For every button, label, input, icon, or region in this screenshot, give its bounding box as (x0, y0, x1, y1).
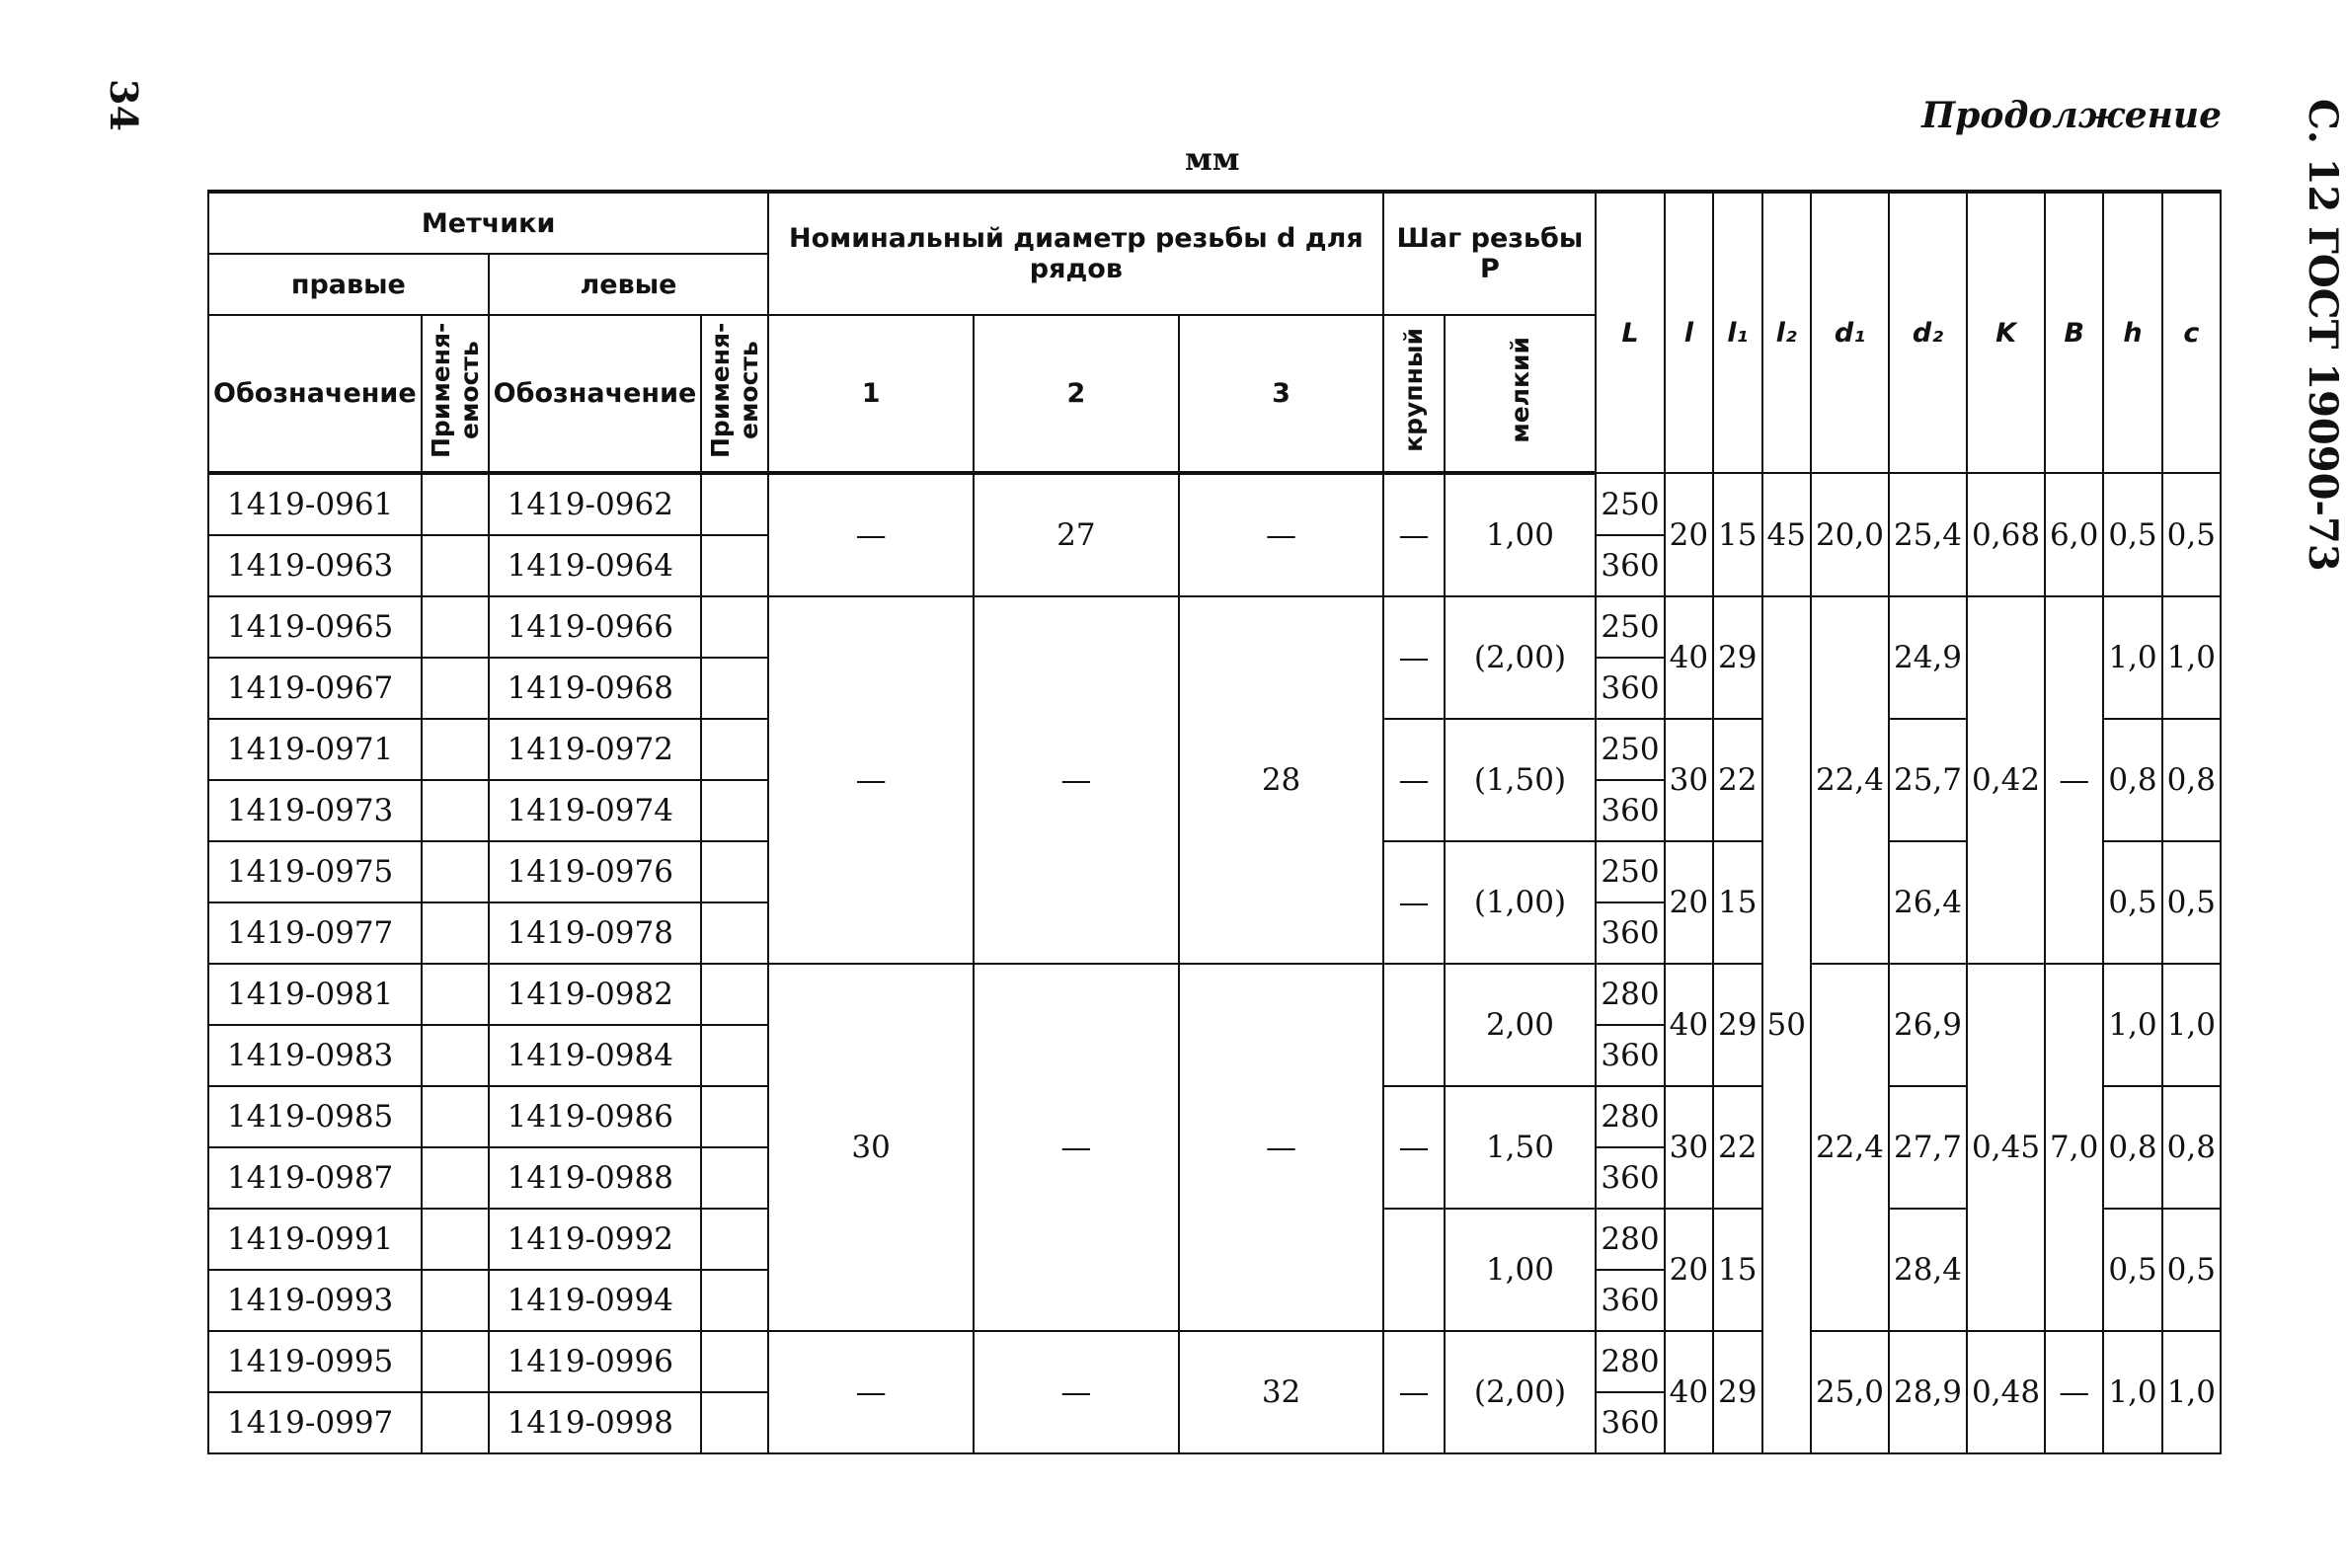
designation-left: 1419-0984 (489, 1025, 702, 1086)
header-L: L (1596, 192, 1664, 473)
designation-left: 1419-0972 (489, 719, 702, 780)
applicability-left (701, 658, 768, 719)
diameter-row2: — (974, 964, 1179, 1331)
designation-right: 1419-0985 (208, 1086, 422, 1147)
table-row (208, 473, 2221, 535)
diameter-row1: — (768, 596, 974, 964)
header-c: c (2162, 192, 2221, 473)
applicability-right (422, 780, 489, 841)
d1-value: 22,4 (1811, 596, 1889, 964)
length-l1: 15 (1713, 1209, 1761, 1331)
pitch-fine: (2,00) (1445, 596, 1597, 719)
d2-value: 26,4 (1889, 841, 1967, 964)
designation-left: 1419-0996 (489, 1331, 702, 1392)
h-value: 0,5 (2103, 473, 2161, 596)
c-value: 0,8 (2162, 719, 2221, 841)
applicability-left (701, 473, 768, 535)
diameter-row2: — (974, 596, 1179, 964)
diameter-row3: 32 (1179, 1331, 1384, 1453)
length-l: 20 (1665, 841, 1713, 964)
header-row-3: 3 (1179, 315, 1384, 473)
length-L: 280 (1596, 1331, 1664, 1392)
table-row (208, 964, 2221, 1025)
d1-value: 22,4 (1811, 964, 1889, 1331)
length-l2: 50 (1762, 596, 1811, 1453)
designation-right: 1419-0987 (208, 1147, 422, 1209)
length-l2: 45 (1762, 473, 1811, 596)
header-h: h (2103, 192, 2161, 473)
d2-value: 25,7 (1889, 719, 1967, 841)
pitch-coarse: — (1383, 841, 1444, 964)
applicability-left (701, 1270, 768, 1331)
length-L: 280 (1596, 1209, 1664, 1270)
designation-right: 1419-0995 (208, 1331, 422, 1392)
applicability-left (701, 535, 768, 596)
designation-left: 1419-0992 (489, 1209, 702, 1270)
length-L: 250 (1596, 596, 1664, 658)
length-l1: 22 (1713, 719, 1761, 841)
applicability-right (422, 964, 489, 1025)
header-coarse: крупный (1383, 315, 1444, 473)
d2-value: 28,9 (1889, 1331, 1967, 1453)
pitch-fine: 1,00 (1445, 1209, 1597, 1331)
designation-left: 1419-0968 (489, 658, 702, 719)
designation-right: 1419-0991 (208, 1209, 422, 1270)
header-applicability-left: Применя-емость (701, 315, 768, 473)
header-applicability-right: Применя-емость (422, 315, 489, 473)
applicability-right (422, 1209, 489, 1270)
page-number: 34 (102, 79, 146, 131)
length-L: 360 (1596, 658, 1664, 719)
pitch-coarse: — (1383, 1086, 1444, 1209)
pitch-fine: (1,50) (1445, 719, 1597, 841)
length-l: 40 (1665, 964, 1713, 1086)
applicability-right (422, 1147, 489, 1209)
length-l1: 29 (1713, 1331, 1761, 1453)
pitch-fine: 2,00 (1445, 964, 1597, 1086)
designation-left: 1419-0998 (489, 1392, 702, 1453)
header-thread-pitch: Шаг резьбы P (1383, 192, 1596, 315)
header-designation-right: Обозначение (208, 315, 422, 473)
header-row-2: 2 (974, 315, 1179, 473)
applicability-right (422, 1270, 489, 1331)
applicability-right (422, 902, 489, 964)
pitch-fine: (1,00) (1445, 841, 1597, 964)
applicability-right (422, 841, 489, 902)
designation-left: 1419-0986 (489, 1086, 702, 1147)
applicability-right (422, 1025, 489, 1086)
h-value: 0,5 (2103, 1209, 2161, 1331)
length-L: 280 (1596, 1086, 1664, 1147)
designation-right: 1419-0971 (208, 719, 422, 780)
applicability-right (422, 658, 489, 719)
applicability-right (422, 719, 489, 780)
designation-left: 1419-0966 (489, 596, 702, 658)
applicability-left (701, 1086, 768, 1147)
header-taps: Метчики (208, 192, 768, 254)
d2-value: 26,9 (1889, 964, 1967, 1086)
length-l: 20 (1665, 1209, 1713, 1331)
designation-right: 1419-0973 (208, 780, 422, 841)
designation-right: 1419-0963 (208, 535, 422, 596)
length-l: 20 (1665, 473, 1713, 596)
length-L: 280 (1596, 964, 1664, 1025)
diameter-row2: — (974, 1331, 1179, 1453)
d1-value: 25,0 (1811, 1331, 1889, 1453)
pitch-coarse (1383, 964, 1444, 1086)
h-value: 0,5 (2103, 841, 2161, 964)
pitch-coarse: — (1383, 1331, 1444, 1453)
header-left: левые (489, 254, 769, 315)
applicability-left (701, 1331, 768, 1392)
d2-value: 27,7 (1889, 1086, 1967, 1209)
applicability-right (422, 596, 489, 658)
length-l1: 29 (1713, 964, 1761, 1086)
length-l: 40 (1665, 596, 1713, 719)
designation-left: 1419-0994 (489, 1270, 702, 1331)
b-value: 7,0 (2045, 964, 2103, 1331)
designation-right: 1419-0993 (208, 1270, 422, 1331)
header-d1: d₁ (1811, 192, 1889, 473)
header-l2: l₂ (1762, 192, 1811, 473)
pitch-coarse: — (1383, 719, 1444, 841)
length-L: 360 (1596, 1392, 1664, 1453)
pitch-fine: (2,00) (1445, 1331, 1597, 1453)
header-fine: мелкий (1445, 315, 1597, 473)
designation-left: 1419-0976 (489, 841, 702, 902)
diameter-row1: — (768, 473, 974, 596)
length-l1: 15 (1713, 473, 1761, 596)
c-value: 1,0 (2162, 596, 2221, 719)
length-l: 30 (1665, 1086, 1713, 1209)
d2-value: 25,4 (1889, 473, 1967, 596)
applicability-left (701, 1209, 768, 1270)
c-value: 0,5 (2162, 473, 2221, 596)
designation-right: 1419-0983 (208, 1025, 422, 1086)
h-value: 1,0 (2103, 1331, 2161, 1453)
designation-left: 1419-0962 (489, 473, 702, 535)
designation-right: 1419-0977 (208, 902, 422, 964)
designation-right: 1419-0975 (208, 841, 422, 902)
header-right: правые (208, 254, 489, 315)
h-value: 1,0 (2103, 964, 2161, 1086)
c-value: 1,0 (2162, 1331, 2221, 1453)
applicability-left (701, 841, 768, 902)
length-l1: 15 (1713, 841, 1761, 964)
h-value: 0,8 (2103, 719, 2161, 841)
length-l1: 22 (1713, 1086, 1761, 1209)
table-row (208, 1331, 2221, 1392)
diameter-row3: 28 (1179, 596, 1384, 964)
applicability-right (422, 535, 489, 596)
b-value: — (2045, 596, 2103, 964)
designation-left: 1419-0982 (489, 964, 702, 1025)
header-l1: l₁ (1713, 192, 1761, 473)
pitch-fine: 1,50 (1445, 1086, 1597, 1209)
header-d2: d₂ (1889, 192, 1967, 473)
continuation-label: Продолжение (1921, 95, 2222, 136)
length-l: 40 (1665, 1331, 1713, 1453)
length-L: 360 (1596, 1270, 1664, 1331)
k-value: 0,68 (1967, 473, 2045, 596)
length-L: 360 (1596, 535, 1664, 596)
length-l1: 29 (1713, 596, 1761, 719)
diameter-row1: — (768, 1331, 974, 1453)
taps-table (207, 190, 2222, 1454)
table-row (208, 596, 2221, 658)
header-row-1: 1 (768, 315, 974, 473)
length-l: 30 (1665, 719, 1713, 841)
d2-value: 24,9 (1889, 596, 1967, 719)
d1-value: 20,0 (1811, 473, 1889, 596)
applicability-left (701, 719, 768, 780)
applicability-left (701, 902, 768, 964)
d2-value: 28,4 (1889, 1209, 1967, 1331)
designation-right: 1419-0967 (208, 658, 422, 719)
length-L: 360 (1596, 1147, 1664, 1209)
c-value: 0,5 (2162, 841, 2221, 964)
k-value: 0,45 (1967, 964, 2045, 1331)
h-value: 1,0 (2103, 596, 2161, 719)
pitch-fine: 1,00 (1445, 473, 1597, 596)
c-value: 0,8 (2162, 1086, 2221, 1209)
applicability-left (701, 596, 768, 658)
diameter-row1: 30 (768, 964, 974, 1331)
length-L: 250 (1596, 841, 1664, 902)
designation-right: 1419-0965 (208, 596, 422, 658)
length-L: 360 (1596, 1025, 1664, 1086)
designation-left: 1419-0988 (489, 1147, 702, 1209)
applicability-right (422, 473, 489, 535)
applicability-right (422, 1392, 489, 1453)
applicability-right (422, 1086, 489, 1147)
applicability-left (701, 1025, 768, 1086)
applicability-left (701, 780, 768, 841)
length-L: 250 (1596, 473, 1664, 535)
applicability-right (422, 1331, 489, 1392)
k-value: 0,42 (1967, 596, 2045, 964)
pitch-coarse: — (1383, 596, 1444, 719)
designation-left: 1419-0974 (489, 780, 702, 841)
applicability-left (701, 1147, 768, 1209)
applicability-left (701, 1392, 768, 1453)
header-l: l (1665, 192, 1713, 473)
header-nominal-diameter: Номинальный диаметр резьбы d для рядов (768, 192, 1383, 315)
designation-right: 1419-0997 (208, 1392, 422, 1453)
b-value: — (2045, 1331, 2103, 1453)
pitch-coarse: — (1383, 473, 1444, 596)
diameter-row3: — (1179, 964, 1384, 1331)
diameter-row3: — (1179, 473, 1384, 596)
designation-left: 1419-0978 (489, 902, 702, 964)
units-label: мм (1185, 140, 1240, 178)
c-value: 0,5 (2162, 1209, 2221, 1331)
c-value: 1,0 (2162, 964, 2221, 1086)
designation-left: 1419-0964 (489, 535, 702, 596)
diameter-row2: 27 (974, 473, 1179, 596)
pitch-coarse (1383, 1209, 1444, 1331)
designation-right: 1419-0961 (208, 473, 422, 535)
b-value: 6,0 (2045, 473, 2103, 596)
designation-right: 1419-0981 (208, 964, 422, 1025)
k-value: 0,48 (1967, 1331, 2045, 1453)
length-L: 250 (1596, 719, 1664, 780)
length-L: 360 (1596, 780, 1664, 841)
length-L: 360 (1596, 902, 1664, 964)
h-value: 0,8 (2103, 1086, 2161, 1209)
header-K: K (1967, 192, 2045, 473)
applicability-left (701, 964, 768, 1025)
header-B: B (2045, 192, 2103, 473)
header-designation-left: Обозначение (489, 315, 702, 473)
